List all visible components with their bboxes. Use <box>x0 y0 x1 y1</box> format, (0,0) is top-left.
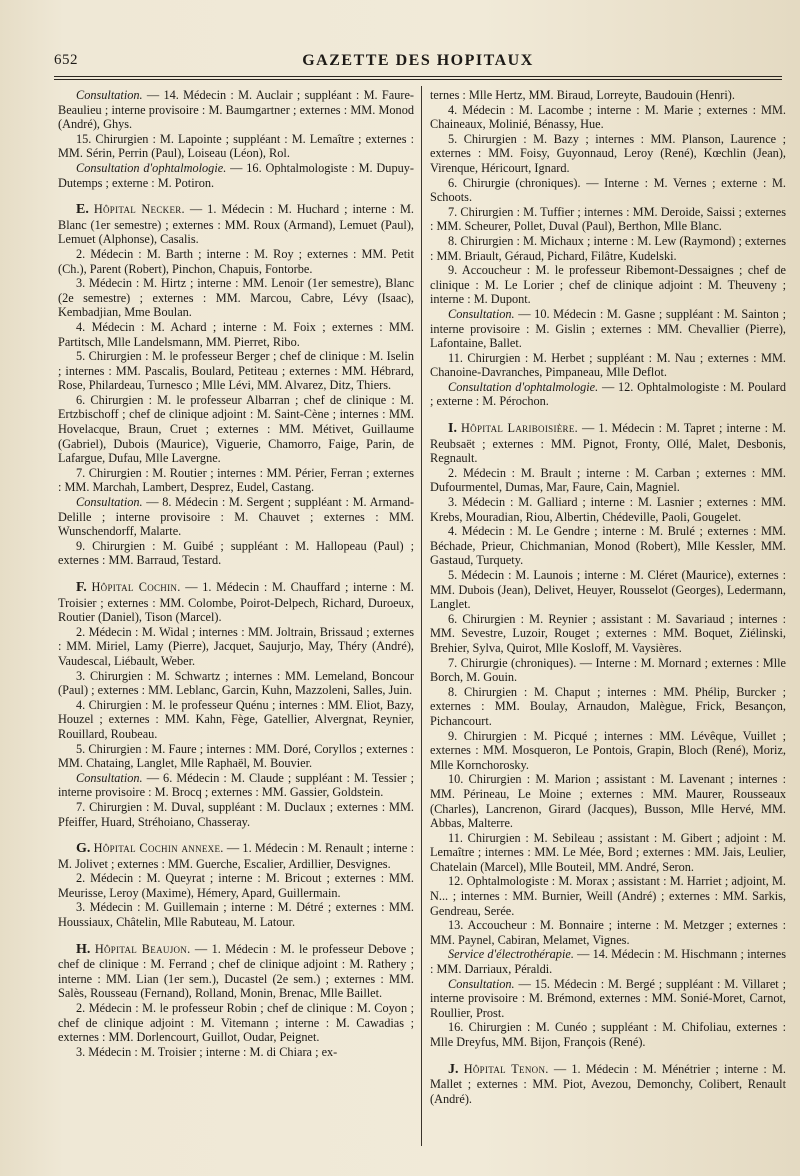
service-paragraph <box>58 625 414 669</box>
hospital-section-heading <box>430 1062 786 1107</box>
paragraph-text: ternes : Mlle Hertz, MM. Biraud, Lorreyte, Baudouin (Henri). <box>430 88 735 102</box>
paragraph-text: 2. Médecin : M. le professeur Robin ; chef de clinique : M. Coyon ; chef de clinique adjoint : M. Vitemann ; interne : M. Cawadias ; externes : MM. Dorlencourt, Guillot, Oudar, Peignet. <box>58 1001 414 1045</box>
service-paragraph <box>430 307 786 351</box>
paragraph-text: 4. Chirurgien : M. le professeur Quénu ; internes : MM. Eliot, Bazy, Houzel ; externes : MM. Kahn, Fège, Gatellier, Alvergnat, Reynier, Rouillard, Roubeau. <box>58 697 414 741</box>
service-paragraph <box>430 977 786 1021</box>
service-paragraph <box>58 495 414 539</box>
paragraph-text: 6. Chirurgie (chroniques). — Interne : M. Vernes ; externe : M. Schoots. <box>430 175 786 205</box>
section-gap <box>58 190 414 202</box>
service-paragraph <box>430 234 786 263</box>
paragraph-text: 2. Médecin : M. Barth ; interne : M. Roy ; externes : MM. Petit (Ch.), Parent (Robert), Pinchon, Chapuis, Fontorbe. <box>58 246 414 276</box>
section-gap <box>58 568 414 580</box>
service-paragraph <box>430 918 786 947</box>
service-paragraph <box>430 1020 786 1049</box>
hospital-section-heading <box>58 942 414 1001</box>
section-text: — 1. Médecin : M. Renault ; interne : M. Jolivet ; externes : MM. Guerche, Escalier, Ardillier, Desvignes. <box>58 841 414 871</box>
section-letter: I. <box>448 421 457 437</box>
service-paragraph <box>58 132 414 161</box>
service-paragraph <box>58 393 414 466</box>
service-paragraph <box>430 466 786 495</box>
service-paragraph <box>58 320 414 349</box>
paragraph-text: — 15. Médecin : M. Bergé ; suppléant : M. Villaret ; interne provisoire : M. Brémond, externes : MM. Sonié-Moret, Carnot, Roullier, Prost. <box>430 976 786 1020</box>
hospital-name: Hôpital Necker. <box>93 202 185 217</box>
paragraph-text: 7. Chirurgie (chroniques). — Interne : M. Mornard ; externes : Mlle Borch, M. Gouin. <box>430 655 786 685</box>
right-column <box>430 88 786 1106</box>
hospital-name: Hôpital Cochin. <box>91 580 181 594</box>
service-paragraph <box>58 1045 414 1060</box>
paragraph-text: 6. Chirurgien : M. le professeur Albarran ; chef de clinique : M. Ertzbischoff ; chef de clinique adjoint : M. Saint-Cène ; internes : MM. Hovelacque, Braun, Cruet ; externes : MM. Métivet, Guillaume (Gabriel), Dubois (Maurice), Viguerie, Chamorro, Faige, Parin, de Lafargue, Dufau, Mlle Lavergne. <box>58 392 414 466</box>
paragraph-text: 9. Chirurgien : M. Picqué ; internes : MM. Lévêque, Vuillet ; externes : MM. Mosqueron, Le Pontois, Grapin, Bloch (René), Moriz, Mlle Kornchorosky. <box>430 728 786 772</box>
service-paragraph <box>430 88 786 103</box>
paragraph-text: 13. Accoucheur : M. Bonnaire ; interne : M. Metzger ; externes : MM. Paynel, Cabiran, Melamet, Vignes. <box>430 918 786 947</box>
paragraph-text: 10. Chirurgien : M. Marion ; assistant : M. Lavenant ; internes : MM. Périneau, Le Moine ; externes : MM. Maurer, Rousseaux (Charles), Lancrenon, Girard (Jacques), Busson, Mlle Hervé, MM. Abbas, Malterre. <box>430 772 786 831</box>
paragraph-text: 7. Chirurgien : M. Tuffier ; internes : MM. Deroide, Saissi ; externes : MM. Scheurer, Pollet, Duval (Paul), Berthon, Mlle Blanc. <box>430 204 786 234</box>
service-paragraph <box>430 568 786 612</box>
paragraph-text: 2. Médecin : M. Brault ; interne : M. Carban ; externes : MM. Dufourmentel, Dumas, Mar, Faure, Cain, Magniel. <box>430 465 786 495</box>
paragraph-text: 4. Médecin : M. Le Gendre ; interne : M. Brulé ; externes : MM. Béchade, Prieur, Chichmanian, Monod (Robert), Mlle Kessler, MM. Gastaud, Turquety. <box>430 524 786 568</box>
section-letter: F. <box>76 580 87 595</box>
section-gap <box>58 829 414 841</box>
paragraph-text: — 8. Médecin : M. Sergent ; suppléant : M. Armand-Delille ; interne provisoire : M. Chauvet ; externes : MM. Wunschendorff, Malarte. <box>58 495 414 539</box>
hospital-name: Hôpital Lariboisière. <box>460 421 579 436</box>
section-text: — 1. Médecin : M. Chauffard ; interne : M. Troisier ; externes : MM. Colombe, Poirot-Delpech, Richard, Duroeux, Routier (Daniel), Tison (Marcel). <box>58 580 414 625</box>
paragraph-text: — 14. Médecin : M. Auclair ; suppléant : M. Faure-Beaulieu ; interne provisoire : M. Baumgartner ; externes : MM. Monod (André), Ghys. <box>58 88 414 132</box>
paragraph-text: 2. Médecin : M. Queyrat ; interne : M. Bricout ; externes : MM. Meurisse, Leroy (Maxime), Hémery, Apard, Guillermain. <box>58 871 414 900</box>
paragraph-text: 5. Chirurgien : M. Bazy ; internes : MM. Planson, Laurence ; externes : MM. Foisy, Guyonnaud, Leroy (René), Kœchlin (Jean), Virenque, Héricourt, Ignard. <box>430 131 786 175</box>
section-gap <box>430 409 786 421</box>
hospital-section-heading <box>58 841 414 871</box>
service-paragraph <box>430 874 786 918</box>
service-paragraph <box>430 495 786 524</box>
service-paragraph <box>58 276 414 320</box>
paragraph-text: 3. Médecin : M. Guillemain ; interne : M. Détré ; externes : MM. Houssiaux, Châtelin, Mlle Rabuteau, M. Latour. <box>58 900 414 930</box>
paragraph-text: 4. Médecin : M. Achard ; interne : M. Foix ; externes : MM. Partitsch, Mlle Landelsmann, MM. Pierret, Ribo. <box>58 319 414 349</box>
running-title: GAZETTE DES HOPITAUX <box>302 52 534 69</box>
service-label: Consultation. <box>76 88 143 102</box>
section-letter: H. <box>76 941 91 957</box>
service-paragraph <box>430 656 786 685</box>
paragraph-text: 7. Chirurgien : M. Routier ; internes : MM. Périer, Ferran ; externes : MM. Marchah, Lambert, Desprez, Eudel, Castang. <box>58 465 414 495</box>
header-rule <box>54 76 782 77</box>
paragraph-text: 5. Chirurgien : M. le professeur Berger ; chef de clinique : M. Iselin ; internes : MM. Pascalis, Boulard, Petiteau ; externes : MM. Hébrard, Rose, Philardeau, Turnesco ; Mlle Lévi, MM. Alvarez, Ditz, Thiers. <box>58 349 414 393</box>
service-paragraph <box>58 900 414 929</box>
section-letter: J. <box>448 1061 459 1077</box>
service-paragraph <box>430 380 786 409</box>
service-paragraph <box>58 871 414 900</box>
paragraph-text: 11. Chirurgien : M. Herbet ; suppléant : M. Nau ; externes : MM. Chanoine-Davranches, Pimpaneau, Mlle Deflot. <box>430 350 786 380</box>
paragraph-text: — 10. Médecin : M. Gasne ; suppléant : M. Sainton ; interne provisoire : M. Gislin ; externes : MM. Chevallier (Pierre), Lafontaine, Ballet. <box>430 306 786 351</box>
section-letter: E. <box>76 202 89 218</box>
service-paragraph <box>430 685 786 729</box>
page-number: 652 <box>54 52 78 68</box>
paragraph-text: 5. Chirurgien : M. Faure ; internes : MM. Doré, Coryllos ; externes : MM. Chataing, Langlet, Mlle Raphaël, M. Bouvier. <box>58 741 414 771</box>
left-column <box>58 88 414 1059</box>
service-paragraph <box>58 247 414 276</box>
section-gap <box>430 1050 786 1062</box>
service-paragraph <box>430 176 786 205</box>
paragraph-text: 3. Médecin : M. Troisier ; interne : M. di Chiara ; ex- <box>76 1044 338 1059</box>
hospital-section-heading <box>430 421 786 466</box>
paragraph-text: 5. Médecin : M. Launois ; interne : M. Cléret (Maurice), externes : MM. Dubois (Jean), Delivet, Heuyer, Rousselot (Georges), Ledermann, Langlet. <box>430 568 786 612</box>
hospital-name: Hôpital Cochin annexe. <box>93 841 224 856</box>
hospital-name: Hôpital Tenon. <box>463 1061 549 1076</box>
paragraph-text: 11. Chirurgien : M. Sebileau ; assistant : M. Gibert ; adjoint : M. Lemaître ; internes : MM. Le Mée, Bord ; externes : MM. Jais, Leulier, Chatelain (Marcel), Mlle Bouteil, MM. André, Seron. <box>430 830 786 874</box>
service-label: Consultation. <box>448 976 515 991</box>
paragraph-text: 9. Accoucheur : M. le professeur Ribemont-Dessaignes ; chef de clinique : M. Le Lorier ; chef de clinique adjoint : M. Theuveny ; interne : M. Dupont. <box>430 263 786 307</box>
section-text: — 1. Médecin : M. Tapret ; interne : M. Reubsaët ; externes : MM. Pignot, Fronty, Ollé, Malet, Desbonis, Regnault. <box>430 421 786 466</box>
paragraph-text: 7. Chirurgien : M. Duval, suppléant : M. Duclaux ; externes : MM. Pfeiffer, Huard, Stréhoiano, Chasseray. <box>58 799 414 829</box>
service-label: Consultation. <box>76 495 143 510</box>
paragraph-text: 2. Médecin : M. Widal ; internes : MM. Joltrain, Brissaud ; externes : MM. Miriel, Lamy (Pierre), Jacquet, Saujurjo, May, Théry (André), Vaudescal, Liébault, Weber. <box>58 624 414 668</box>
paragraph-text: 15. Chirurgien : M. Lapointe ; suppléant : M. Lemaître ; externes : MM. Sérin, Perrin (Paul), Loiseau (Léon), Rol. <box>58 131 414 161</box>
paragraph-text: 4. Médecin : M. Lacombe ; interne : M. Marie ; externes : MM. Chaineaux, Molinié, Bénassy, Hue. <box>430 102 786 132</box>
service-paragraph <box>58 771 414 800</box>
service-paragraph <box>58 669 414 698</box>
service-paragraph <box>58 539 414 568</box>
service-paragraph <box>430 205 786 234</box>
hospital-name: Hôpital Beaujon. <box>94 941 191 956</box>
paragraph-text: 3. Médecin : M. Galliard ; interne : M. Lasnier ; externes : MM. Krebs, Mouradian, Riou, Albertin, Chédeville, Paoli, Gougelet. <box>430 495 786 524</box>
section-text: — 1. Médecin : M. Huchard ; interne : M. Blanc (1er semestre) ; externes : MM. Roux (Armand), Lemuet (Paul), Lemuet (Alphonse), Casalis. <box>58 202 414 247</box>
section-gap <box>58 930 414 942</box>
paragraph-text: — 16. Ophtalmologiste : M. Dupuy-Dutemps ; externe : M. Potiron. <box>58 160 414 190</box>
service-paragraph <box>430 772 786 830</box>
page-header <box>54 52 782 74</box>
paragraph-text: 8. Chirurgien : M. Michaux ; interne : M. Lew (Raymond) ; externes : MM. Briault, Géraud, Pichard, Filâtre, Kudelski. <box>430 233 786 263</box>
service-paragraph <box>58 800 414 829</box>
service-label: Consultation. <box>448 306 515 321</box>
service-paragraph <box>58 698 414 742</box>
service-paragraph <box>430 947 786 976</box>
paragraph-text: 16. Chirurgien : M. Cunéo ; suppléant : M. Chifoliau, externes : Mlle Dreyfus, MM. Bijon, François (René). <box>430 1020 786 1049</box>
header-rule-double <box>54 79 782 80</box>
service-paragraph <box>430 524 786 568</box>
service-paragraph <box>58 466 414 495</box>
service-paragraph <box>58 88 414 132</box>
paragraph-text: 12. Ophtalmologiste : M. Morax ; assistant : M. Harriet ; adjoint, M. N... ; internes : MM. Burnier, Weill (André) ; externes : MM. Sarkis, Gendreau, Serée. <box>430 874 786 918</box>
section-text: — 1. Médecin : M. le professeur Debove ; chef de clinique : M. Ferrand ; chef de clinique adjoint : M. Rathery ; interne : MM. Lian (1er sem.), Ducastel (2e sem.) ; externes : MM. Salès, Rousseau (Fernand), Rolland, Monin, Brenac, Mlle Baillet. <box>58 941 414 1001</box>
hospital-section-heading <box>58 202 414 247</box>
paragraph-text: — 14. Médecin : M. Hischmann ; internes : MM. Darriaux, Péraldi. <box>430 947 786 977</box>
service-paragraph <box>430 103 786 132</box>
service-paragraph <box>58 742 414 771</box>
paragraph-text: — 12. Ophtalmologiste : M. Poulard ; externe : M. Pérochon. <box>430 379 787 409</box>
service-paragraph <box>58 161 414 190</box>
paragraph-text: — 6. Médecin : M. Claude ; suppléant : M. Tessier ; interne provisoire : M. Brocq ; externes : MM. Gassier, Goldstein. <box>58 770 414 800</box>
service-label: Consultation d'ophtalmologie. <box>76 160 227 175</box>
paragraph-text: 9. Chirurgien : M. Guibé ; suppléant : M. Hallopeau (Paul) ; externes : MM. Barraud, Testard. <box>58 538 414 568</box>
service-paragraph <box>58 349 414 393</box>
service-label: Consultation d'ophtalmologie. <box>448 379 599 394</box>
paragraph-text: 3. Chirurgien : M. Schwartz ; internes : MM. Lemeland, Boncour (Paul) ; externes : MM. Leblanc, Garcin, Kuhn, Mazzoleni, Salles, Juin. <box>58 668 414 698</box>
service-paragraph <box>430 612 786 656</box>
paragraph-text: 8. Chirurgien : M. Chaput ; internes : MM. Phélip, Burcker ; externes : MM. Boulay, Arnaudon, Malègue, Frick, Besançon, Pichancourt. <box>430 684 786 728</box>
service-paragraph <box>430 831 786 875</box>
paragraph-text: 6. Chirurgien : M. Reynier ; assistant : M. Savariaud ; internes : MM. Sevestre, Luzoir, Rouget ; externes : MM. Boquet, Ziélinski, Brehier, Sylva, Quirot, Mlle Kosloff, M. Vaysières. <box>430 611 786 655</box>
service-paragraph <box>430 132 786 176</box>
section-text: — 1. Médecin : M. Ménétrier ; interne : M. Mallet ; externes : MM. Piot, Avezou, Demonchy, Colibert, Renault (André). <box>430 1061 787 1106</box>
section-letter: G. <box>76 841 91 857</box>
service-paragraph <box>430 263 786 307</box>
column-divider <box>421 86 422 1146</box>
service-paragraph <box>430 729 786 773</box>
service-label: Service d'électrothérapie. <box>448 947 574 962</box>
hospital-section-heading <box>58 580 414 625</box>
paragraph-text: 3. Médecin : M. Hirtz ; interne : MM. Lenoir (1er semestre), Blanc (2e semestre) ; externes : MM. Marcou, Cabre, Lévy (Isaac), Kembadjian, Mme Boulan. <box>58 276 414 320</box>
service-paragraph <box>430 351 786 380</box>
service-label: Consultation. <box>76 770 143 785</box>
service-paragraph <box>58 1001 414 1045</box>
